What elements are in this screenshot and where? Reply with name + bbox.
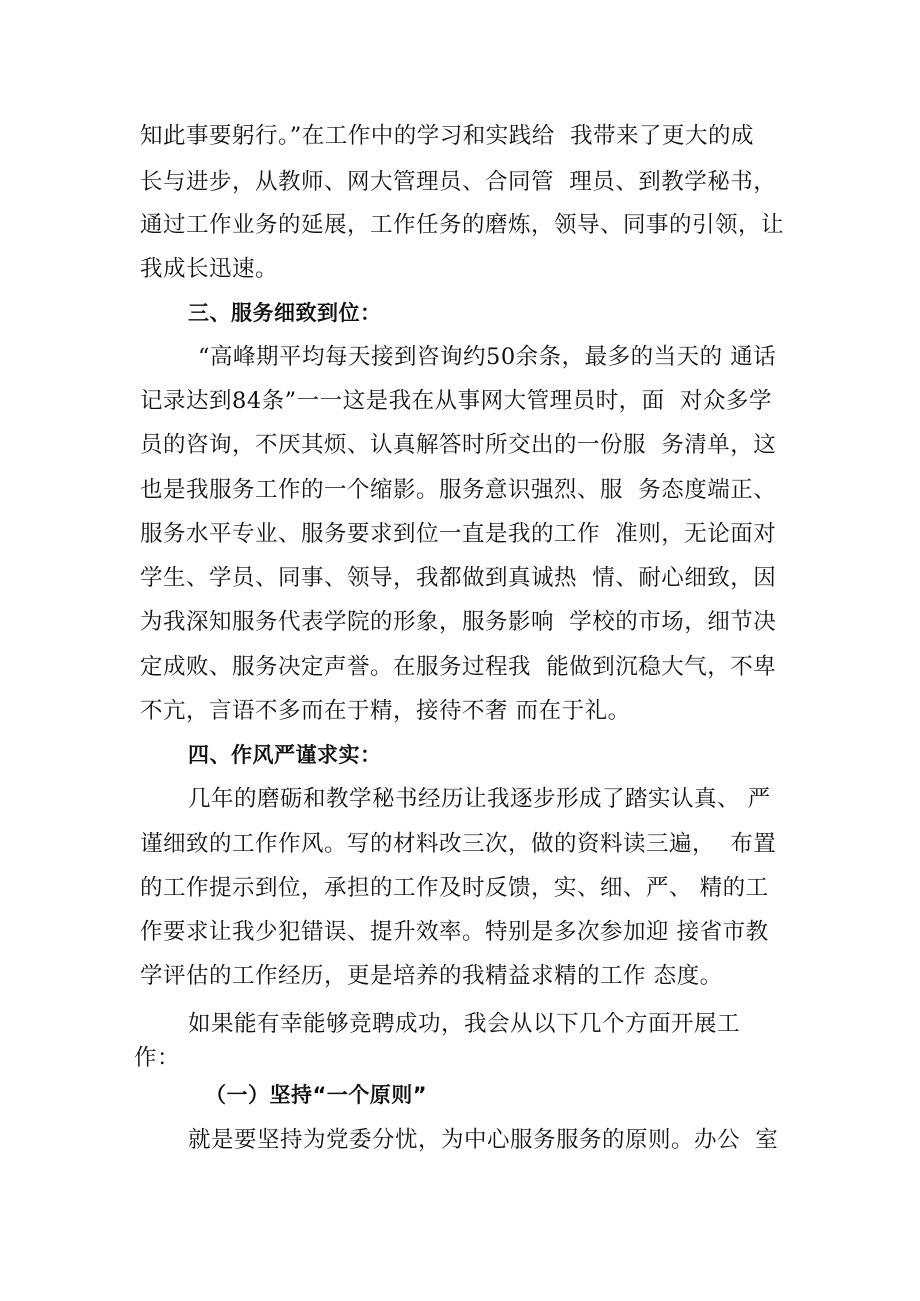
- paragraph-line: 作：: [134, 1045, 181, 1071]
- paragraph-line: 学生、学员、同事、领导，我都做到真诚热 情、耐心细致，因: [140, 565, 777, 591]
- paragraph-line: 不亢，言语不多而在于精，接待不奢 而在于礼。: [140, 698, 631, 724]
- section-heading: 四、作风严谨求实：: [188, 743, 382, 767]
- section-heading: 三、服务细致到位：: [188, 301, 382, 325]
- paragraph-line: 服务水平专业、服务要求到位一直是我的工作 准则，无论面对: [140, 521, 777, 547]
- paragraph-line: 几年的磨砺和教学秘书经历让我逐步形成了踏实认真、 严: [188, 786, 771, 812]
- sub-heading: （一）坚持“一个原则”: [205, 1083, 428, 1107]
- paragraph-line: 如果能有幸能够竞聘成功，我会从以下几个方面开展工: [188, 1011, 741, 1037]
- paragraph-line: 也是我服务工作的一个缩影。服务意识强烈、服 务态度端正、: [140, 477, 777, 503]
- paragraph-line: 我成长迅速。: [140, 256, 279, 282]
- paragraph-line: “高峰期平均每天接到咨询约50余条，最多的当天的 通话: [198, 344, 777, 370]
- paragraph-line: 定成败、服务决定声誉。在服务过程我 能做到沉稳大气，不卑: [140, 654, 777, 680]
- paragraph-line: 员的咨询，不厌其烦、认真解答时所交出的一份服 务清单，这: [140, 432, 777, 458]
- paragraph-line: 为我深知服务代表学院的形象，服务影响 学校的市场，细节决: [140, 609, 777, 635]
- paragraph-line: 作要求让我少犯错误、提升效率。特别是多次参加迎 接省市教: [140, 919, 769, 945]
- paragraph-line: 就是要坚持为党委分忧，为中心服务服务的原则。办公 室: [188, 1127, 779, 1153]
- paragraph-line: 知此事要躬行。”在工作中的学习和实践给 我带来了更大的成: [140, 123, 755, 149]
- paragraph-line: 长与进步，从教师、网大管理员、合同管 理员、到教学秘书，: [140, 169, 777, 195]
- paragraph-line: 学评估的工作经历，更是培养的我精益求精的工作 态度。: [140, 963, 723, 989]
- paragraph-line: 的工作提示到位，承担的工作及时反馈，实、细、严、 精的工: [140, 875, 769, 901]
- paragraph-line: 谨细致的工作作风。写的材料改三次，做的资料读三遍， 布置: [140, 831, 777, 857]
- paragraph-line: 通过工作业务的延展，工作任务的磨炼，领导、同事的引领，让: [140, 212, 785, 238]
- paragraph-line: 记录达到84条”一一这是我在从事网大管理员时，面 对众多学: [140, 388, 772, 414]
